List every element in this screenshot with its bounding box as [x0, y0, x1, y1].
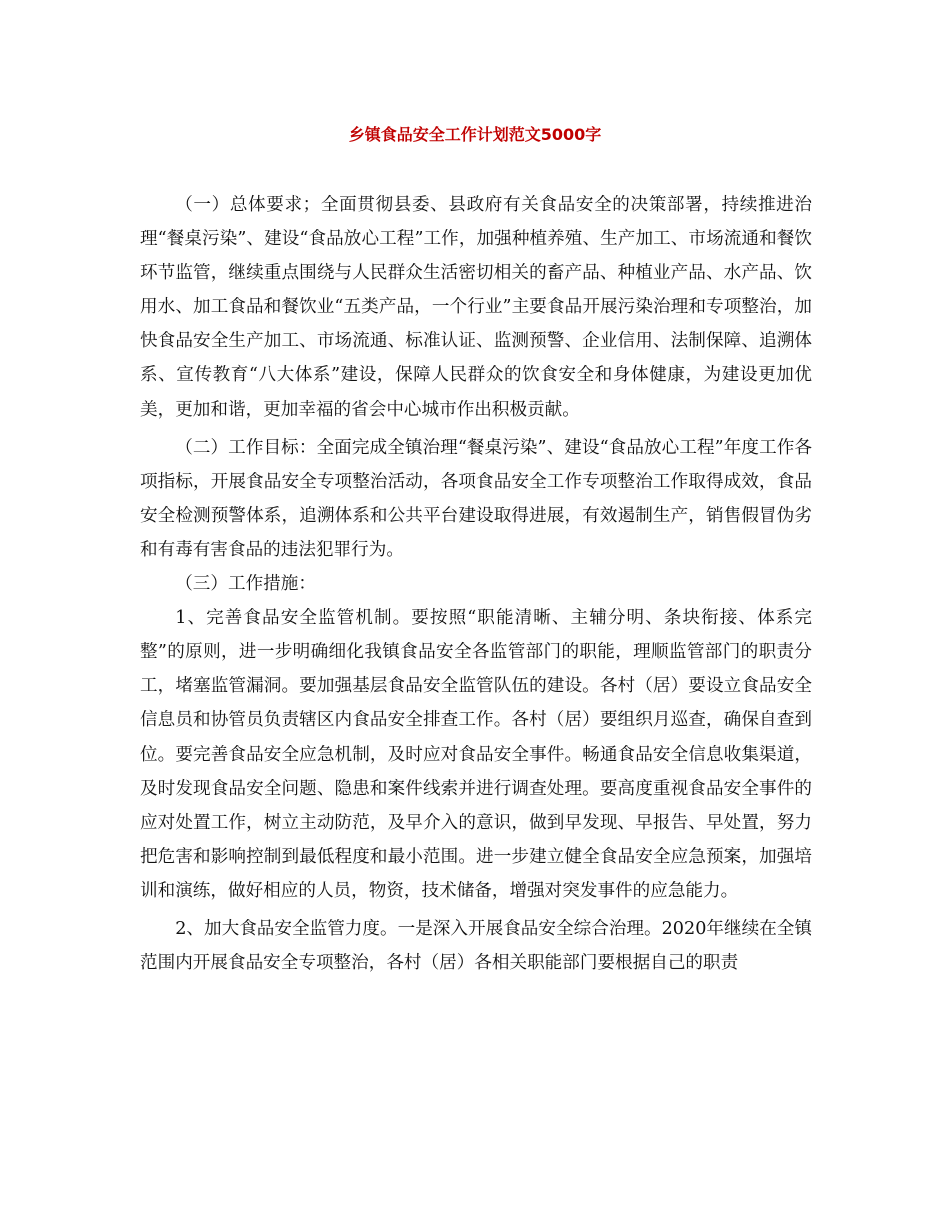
paragraph-general-requirements: （一）总体要求；全面贯彻县委、县政府有关食品安全的决策部署，持续推进治理“餐桌污染”、建设“食品放心工程”工作，加强种植养殖、生产加工、市场流通和餐饮环节监管，继续重点围绕与人民群众生活密切相关的畜产品、种植业产品、水产品、饮用水、加工食品和餐饮业“五类产品，一个行业”主要食品开展污染治理和专项整治，加快食品安全生产加工、市场流通、标准认证、监测预警、企业信用、法制保障、追溯体系、宣传教育“八大体系”建设，保障人民群众的饮食安全和身体健康，为建设更加优美，更加和谐，更加幸福的省会中心城市作出积极贡献。	[140, 195, 812, 420]
document-body	[140, 188, 812, 980]
paragraph-work-measures-heading: （三）工作措施：	[175, 574, 316, 595]
document-title: 乡镇食品安全工作计划范文5000字	[348, 125, 602, 144]
paragraph-measure-2: 2、加大食品安全监管力度。一是深入开展食品安全综合治理。2020年继续在全镇范围内开展食品安全专项整治，各村（居）各相关职能部门要根据自己的职责	[140, 918, 812, 974]
paragraph-work-goals: （二）工作目标：全面完成全镇治理“餐桌污染”、建设“食品放心工程”年度工作各项指标，开展食品安全专项整治活动，各项食品安全工作专项整治工作取得成效，食品安全检测预警体系，追溯体系和公共平台建设取得进展，有效遏制生产，销售假冒伪劣和有毒有害食品的违法犯罪行为。	[140, 437, 812, 560]
paragraph-measure-1: 1、完善食品安全监管机制。要按照“职能清晰、主辅分明、条块衔接、体系完整”的原则，进一步明确细化我镇食品安全各监管部门的职能，理顺监管部门的职责分工，堵塞监管漏洞。要加强基层食品安全监管队伍的建设。各村（居）要设立食品安全信息员和协管员负责辖区内食品安全排查工作。各村（居）要组织月巡查，确保自查到位。要完善食品安全应急机制，及时应对食品安全事件。畅通食品安全信息收集渠道，及时发现食品安全问题、隐患和案件线索并进行调查处理。要高度重视食品安全事件的应对处置工作，树立主动防范，及早介入的意识，做到早发现、早报告、早处置，努力把危害和影响控制到最低程度和最小范围。进一步建立健全食品安全应急预案，加强培训和演练，做好相应的人员，物资，技术储备，增强对突发事件的应急能力。	[140, 608, 812, 901]
